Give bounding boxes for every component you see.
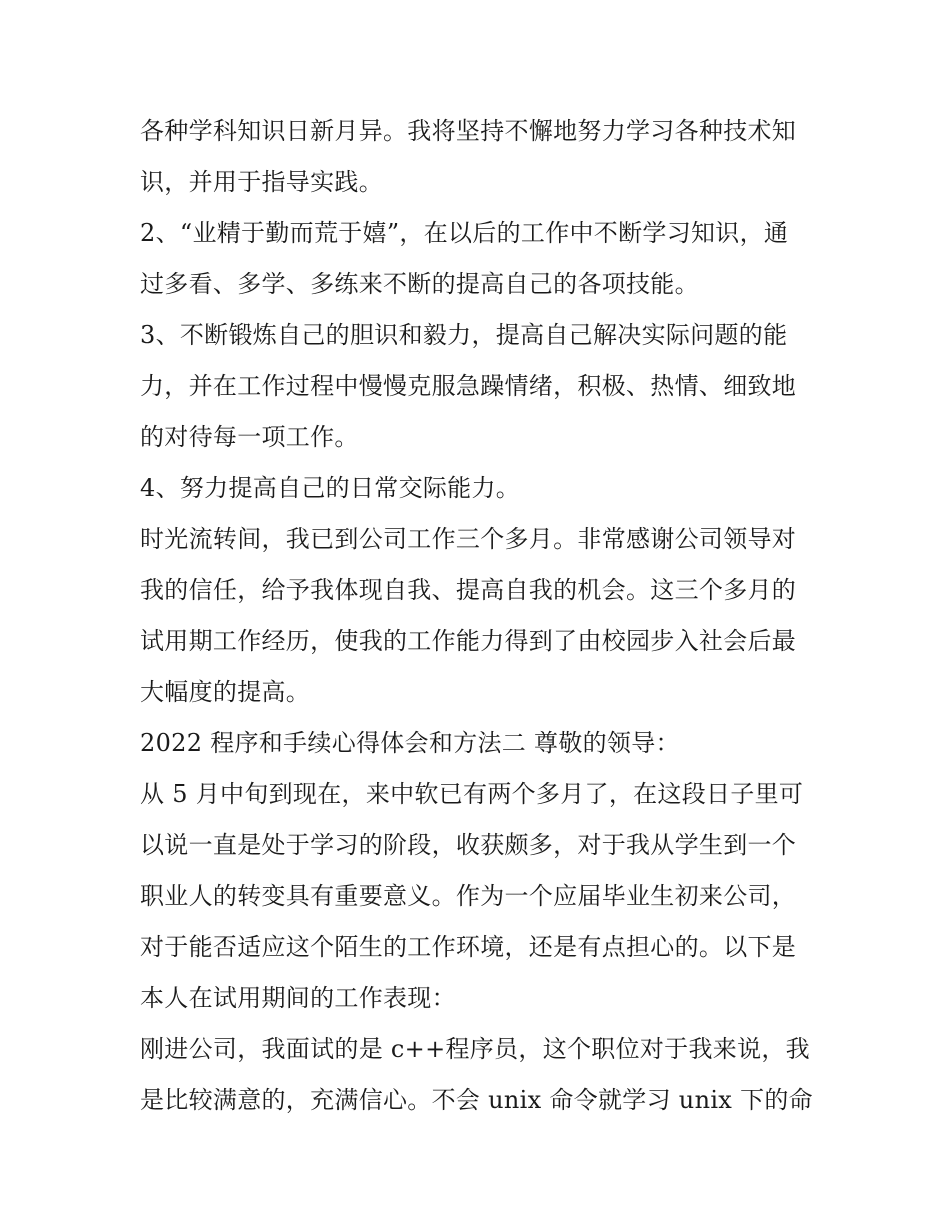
text-line: 力，并在工作过程中慢慢克服急躁情绪，积极、热情、细致地 — [140, 372, 797, 400]
section-heading-line: 2022 程序和手续心得体会和方法二 尊敬的领导： — [140, 729, 680, 757]
text-line: 从 5 月中旬到现在，来中软已有两个多月了，在这段日子里可 — [140, 780, 804, 808]
text-line: 2、“业精于勤而荒于嬉”，在以后的工作中不断学习知识，通 — [140, 219, 789, 247]
document-body — [140, 106, 814, 1126]
text-line: 3、不断锻炼自己的胆识和毅力，提高自己解决实际问题的能 — [140, 321, 788, 349]
text-line: 各种学科知识日新月异。我将坚持不懈地努力学习各种技术知 — [140, 117, 797, 145]
text-line: 职业人的转变具有重要意义。作为一个应届毕业生初来公司， — [140, 882, 797, 910]
text-line: 对于能否适应这个陌生的工作环境，还是有点担心的。以下是 — [140, 933, 797, 961]
text-line: 刚进公司，我面试的是 c++程序员，这个职位对于我来说，我 — [140, 1035, 810, 1063]
text-line: 时光流转间，我已到公司工作三个多月。非常感谢公司领导对 — [140, 525, 797, 553]
text-line: 识，并用于指导实践。 — [140, 168, 383, 196]
text-line: 4、努力提高自己的日常交际能力。 — [140, 474, 521, 502]
text-line: 是比较满意的，充满信心。不会 unix 命令就学习 unix 下的命 — [140, 1086, 813, 1114]
text-line: 过多看、多学、多练来不断的提高自己的各项技能。 — [140, 270, 699, 298]
text-line: 的对待每一项工作。 — [140, 423, 359, 451]
text-line: 试用期工作经历，使我的工作能力得到了由校园步入社会后最 — [140, 627, 797, 655]
text-line: 以说一直是处于学习的阶段，收获颇多，对于我从学生到一个 — [140, 831, 797, 859]
text-line: 本人在试用期间的工作表现： — [140, 984, 456, 1012]
text-line: 大幅度的提高。 — [140, 678, 311, 706]
text-line: 我的信任，给予我体现自我、提高自我的机会。这三个多月的 — [140, 576, 797, 604]
